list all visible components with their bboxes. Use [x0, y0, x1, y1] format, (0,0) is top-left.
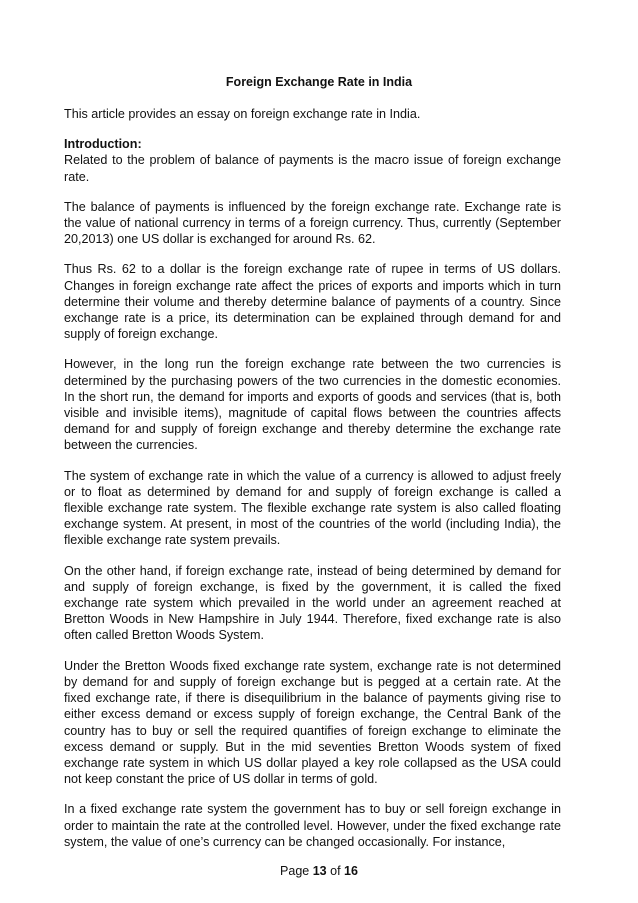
- page-label: Page: [280, 864, 310, 878]
- paragraph: The balance of payments is influenced by the foreign exchange rate. Exchange rate is the value of national currency in terms of a foreign currency. Thus, currently (September 20,2013) one US dollar is exchanged for around Rs. 62.: [64, 199, 561, 247]
- paragraph: However, in the long run the foreign exchange rate between the two currencies is determined by the purchasing powers of the two currencies in the domestic economies. In the short run, the demand for imports and exports of goods and services (that is, both visible and invisible items), magnitude of capital flows between the countries affects demand for and supply of foreign exchange and thereby determine the exchange rate between the currencies.: [64, 357, 561, 453]
- paragraph: The system of exchange rate in which the value of a currency is allowed to adjust freely or to float as determined by demand for and supply of foreign exchange is called a flexible exchange rate system. The flexible exchange rate system is also called floating exchange system. At present, in most of the countries of the world (including India), the flexible exchange rate system prevails.: [64, 468, 561, 548]
- page-title: Foreign Exchange Rate in India: [225, 75, 413, 89]
- paragraph: Under the Bretton Woods fixed exchange rate system, exchange rate is not determined by demand for and supply of foreign exchange but is pegged at a certain rate. At the fixed exchange rate, if there is disequilibrium in the balance of payments giving rise to either excess demand or excess supply of foreign exchange, the Central Bank of the country has to buy or sell the required quantifies of foreign exchange to eliminate the excess demand or supply. But in the mid seventies Bretton Woods system of fixed exchange rate system in which US dollar played a key role collapsed as the USA could not keep constant the price of US dollar in terms of gold.: [64, 658, 561, 787]
- paragraph: On the other hand, if foreign exchange rate, instead of being determined by demand for and supply of foreign exchange, is fixed by the government, it is called the fixed exchange rate system which prevailed in the world under an agreement reached at Bretton Woods in New Hampshire in July 1944. Therefore, fixed exchange rate is also often called Bretton Woods System.: [64, 563, 561, 643]
- page-of-label: of: [330, 864, 341, 878]
- paragraph: Related to the problem of balance of payments is the macro issue of foreign exchange rate.: [64, 153, 561, 184]
- introduction-section: [64, 136, 561, 185]
- section-heading: Introduction:: [64, 137, 142, 152]
- document-body: [64, 106, 561, 864]
- paragraph: In a fixed exchange rate system the government has to buy or sell foreign exchange in order to maintain the rate at the controlled level. However, under the fixed exchange rate system, the value of one’s currency can be changed occasionally. For instance,: [64, 802, 561, 849]
- total-pages-number: 16: [344, 864, 358, 878]
- page-number-footer: [0, 863, 638, 879]
- intro-line: This article provides an essay on foreign exchange rate in India.: [64, 107, 421, 121]
- current-page-number: 13: [312, 864, 327, 878]
- paragraph: Thus Rs. 62 to a dollar is the foreign exchange rate of rupee in terms of US dollars. Changes in foreign exchange rate affect the prices of exports and imports which in turn determine their volume and thereby determine balance of payments of a country. Since exchange rate is a price, its determination can be explained through demand for and supply of foreign exchange.: [64, 262, 561, 342]
